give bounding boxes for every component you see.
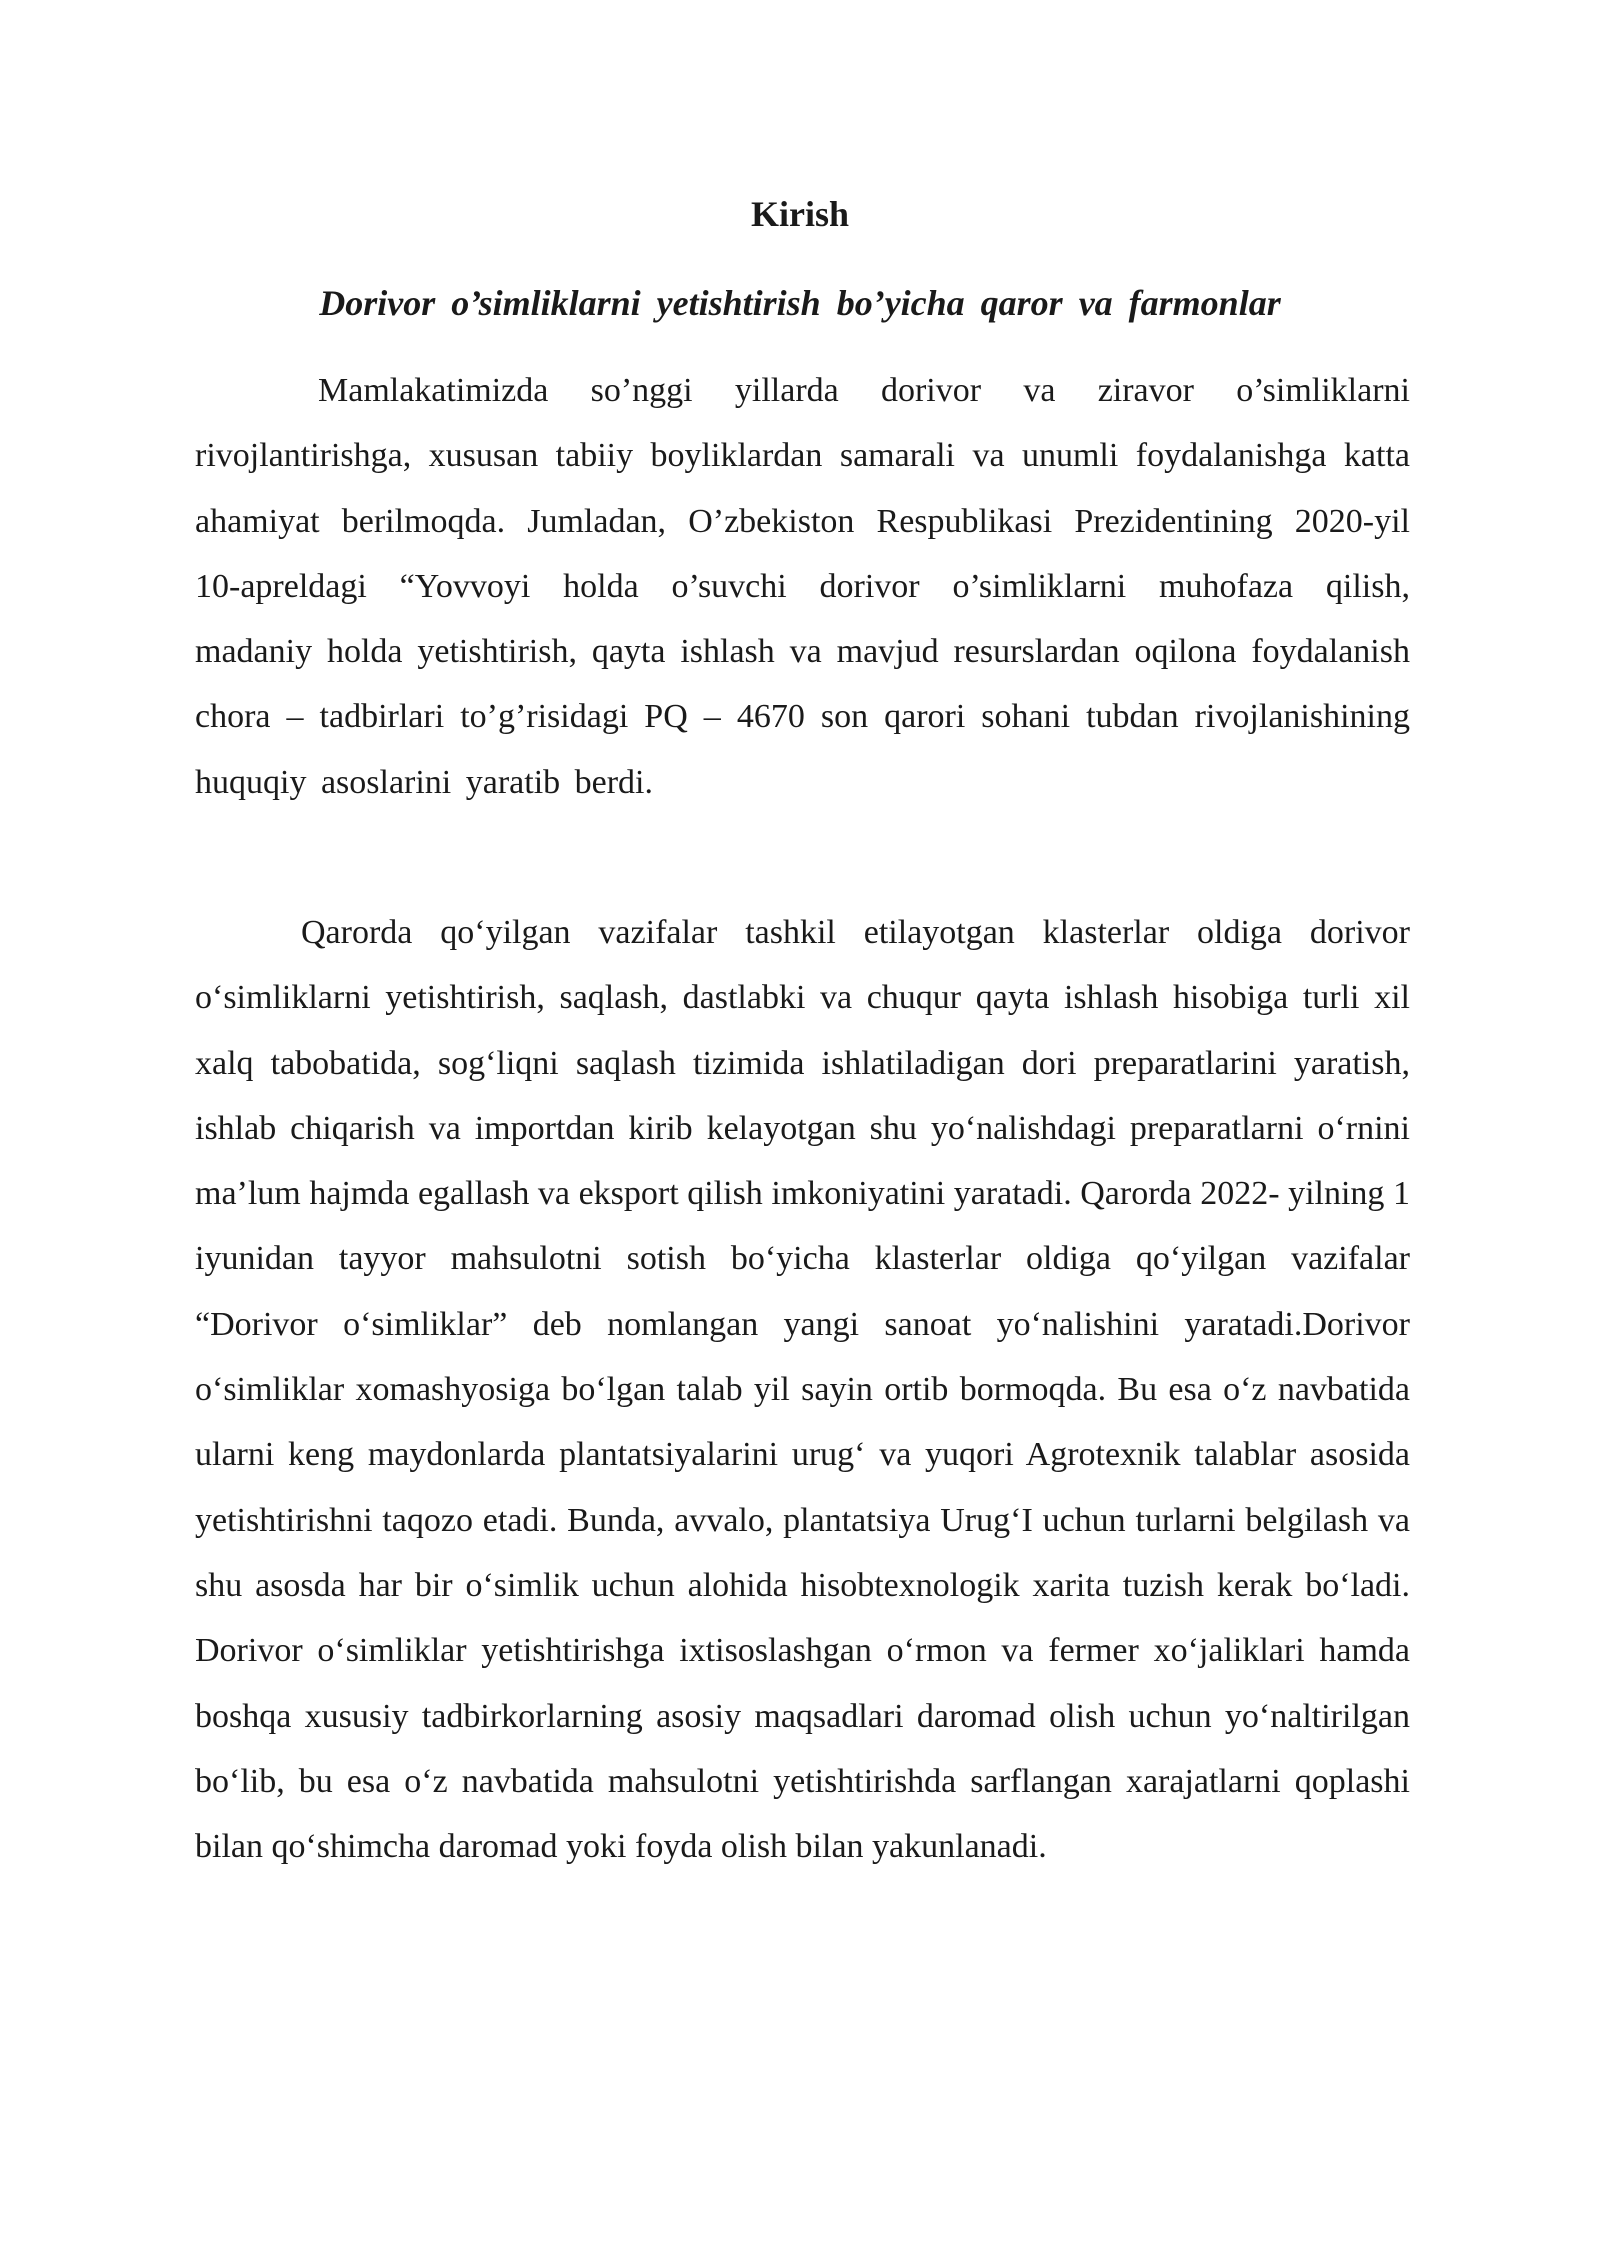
paragraph-decree-tasks: Qarorda qo‘yilgan vazifalar tashkil etilayotgan klasterlar oldiga dorivor o‘simliklarni yetishtirish, saqlash, dastlabki va chuqur qayta ishlash hisobiga turli xil xalq tabobatida, sog‘liqni saqlash tizimida ishlatiladigan dori preparatlarini yaratish, ishlab chiqarish va importdan kirib kelayotgan shu yo‘nalishdagi preparatlarni o‘rnini ma’lum hajmda egallash va eksport qilish imkoniyatini yaratadi. Qarorda 2022- yilning 1 iyunidan tayyor mahsulotni sotish bo‘yicha klasterlar oldiga qo‘yilgan vazifalar “Dorivor o‘simliklar” deb nomlangan yangi sanoat yo‘nalishini yaratadi.Dorivor o‘simliklar xomashyosiga bo‘lgan talab yil sayin ortib bormoqda. Bu esa o‘z navbatida ularni keng maydonlarda plantatsiyalarini urug‘ va yuqori Agrotexnik talablar asosida yetishtirishni taqozo etadi. Bunda, avvalo, plantatsiya Urug‘I uchun turlarni belgilash va shu asosda har bir o‘simlik uchun alohida hisobtexnologik xarita tuzish kerak bo‘ladi. Dorivor o‘simliklar yetishtirishga ixtisoslashgan o‘rmon va fermer xo‘jaliklari hamda boshqa xususiy tadbirkorlarning asosiy maqsadlari daromad olish uchun yo‘naltirilgan bo‘lib, bu esa o‘z navbatida mahsulotni yetishtirishda sarflangan xarajatlarni qoplashi bilan qo‘shimcha daromad yoki foyda olish bilan yakunlanadi. — [195, 914, 1410, 1866]
section-subtitle: Dorivor o’simliklarni yetishtirish bo’yicha qaror va farmonlar — [319, 283, 1281, 323]
paragraph-intro: Mamlakatimizda so’nggi yillarda dorivor va ziravor o’simliklarni rivojlantirishga, xususan tabiiy boyliklardan samarali va unumli foydalanishga katta ahamiyat berilmoqda. Jumladan, O’zbekiston Respublikasi Prezidentining 2020-yil 10-apreldagi “Yovvoyi holda o’suvchi dorivor o’simliklarni muhofaza qilish, madaniy holda yetishtirish, qayta ishlash va mavjud resurslardan oqilona foydalanish chora – tadbirlari to’g’risidagi PQ – 4670 son qarori sohani tubdan rivojlanishining huquqiy asoslarini yaratib berdi. — [195, 372, 1410, 801]
page-title: Kirish — [750, 194, 849, 234]
